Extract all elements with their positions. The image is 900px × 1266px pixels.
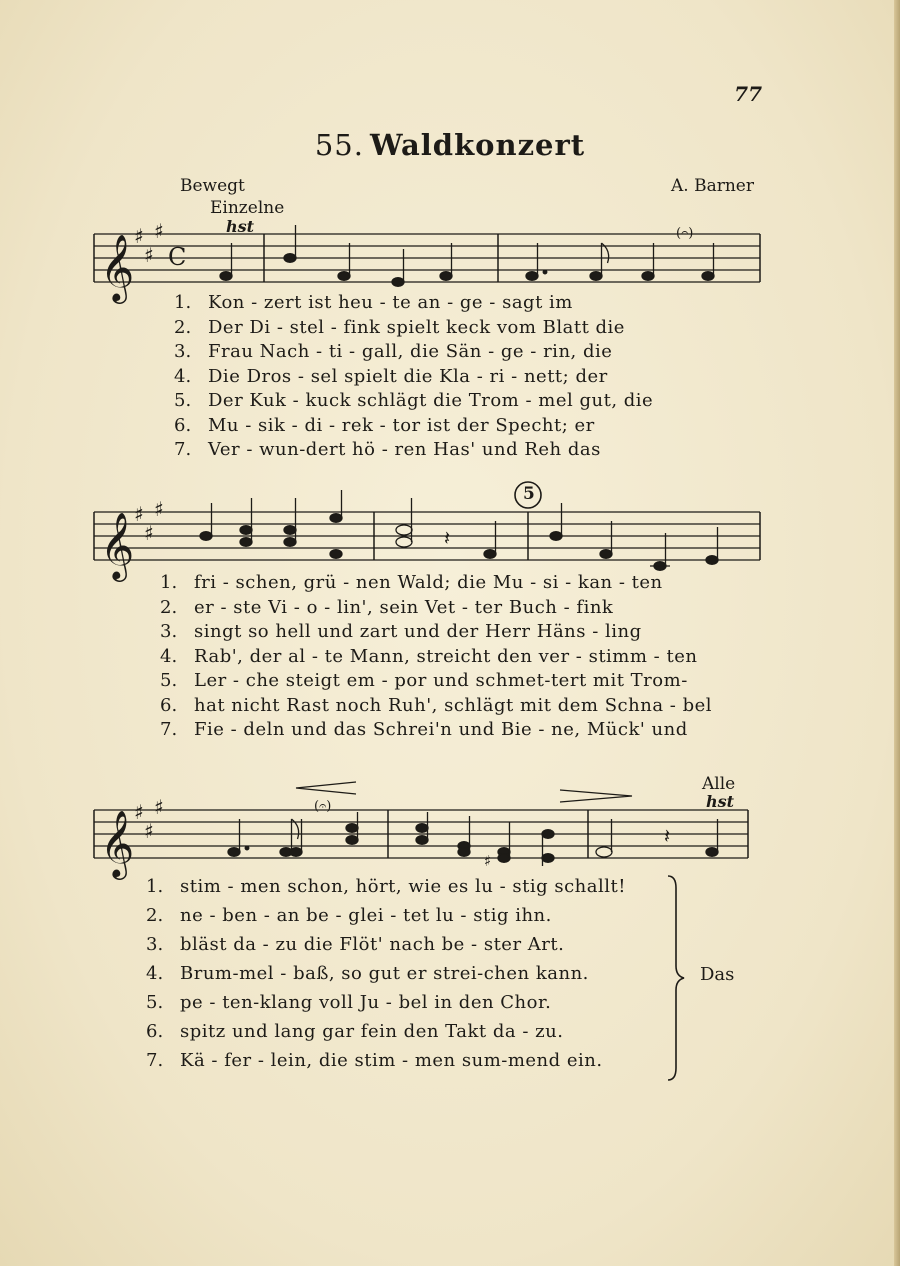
common-time-icon: C <box>168 243 187 271</box>
verse-line: 5. pe - ten-klang voll Ju - bel in den Chor. <box>146 992 552 1013</box>
svg-text:♯: ♯ <box>134 502 144 526</box>
svg-text:♯: ♯ <box>154 497 164 521</box>
verse-brace <box>668 876 684 1080</box>
notes-3 <box>228 812 718 870</box>
verse-line: 5. Der Kuk - kuck schlägt die Trom - mel gut, die <box>174 390 654 411</box>
svg-text:♯: ♯ <box>144 521 154 545</box>
verse-line: 4. Rab', der al - te Mann, streicht den ver - stimm - ten <box>160 645 698 667</box>
cue-hst-2: hst <box>706 792 735 811</box>
verse-line: 6. spitz und lang gar fein den Takt da - zu. <box>146 1021 564 1042</box>
verse-line: 2. er - ste Vi - o - lin', sein Vet - ter Buch - fink <box>160 596 614 618</box>
fermata-mark-1: (𝄐) <box>676 226 694 241</box>
cue-hst-1: hst <box>226 217 255 236</box>
svg-text:𝄞: 𝄞 <box>100 233 135 301</box>
svg-text:♯: ♯ <box>154 219 164 243</box>
verse-line: 3. singt so hell und zart und der Herr Häns - ling <box>160 621 642 642</box>
svg-text:♯: ♯ <box>134 800 144 824</box>
staff-lines-3 <box>94 810 748 858</box>
dynamics-hairpins <box>296 782 632 802</box>
fermata-mark-2: (𝄐) <box>314 799 332 814</box>
verse-line: 1. fri - schen, grü - nen Wald; die Mu - si - kan - ten <box>160 572 663 593</box>
svg-text:𝄽: 𝄽 <box>664 824 671 848</box>
svg-text:♯: ♯ <box>154 795 164 819</box>
svg-text:♯: ♯ <box>484 852 492 870</box>
svg-text:𝄞: 𝄞 <box>100 809 135 877</box>
verse-line: 1. Kon - zert ist heu - te an - ge - sagt im <box>174 292 573 313</box>
page-number: 77 <box>734 82 762 106</box>
verses-block-3 <box>146 876 626 1079</box>
verse-line: 3. bläst da - zu die Flöt' nach be - ster Art. <box>146 934 565 955</box>
verse-line: 7. Ver - wun-dert hö - ren Has' und Reh das <box>174 439 601 460</box>
verse-line: 6. Mu - sik - di - rek - tor ist der Specht; er <box>174 414 595 436</box>
svg-text:♯: ♯ <box>144 819 154 843</box>
verse-line: 7. Fie - deln und das Schrei'n und Bie - ne, Mück' und <box>160 719 688 740</box>
svg-text:𝄞: 𝄞 <box>100 511 135 579</box>
svg-text:♯: ♯ <box>144 243 154 267</box>
verse-line: 6. hat nicht Rast noch Ruh', schlägt mit dem Schna - bel <box>160 694 713 716</box>
refrain-lead-word: Das <box>700 964 735 985</box>
tempo-marking: Bewegt <box>180 176 245 196</box>
rehearsal-mark-5: 5 <box>523 484 535 504</box>
verse-line: 7. Kä - fer - lein, die stim - men sum-mend ein. <box>146 1050 603 1071</box>
verse-line: 5. Ler - che steigt em - por und schmet-tert mit Trom- <box>160 670 688 691</box>
svg-text:♯: ♯ <box>134 224 144 248</box>
verse-line: 2. Der Di - stel - fink spielt keck vom Blatt die <box>174 316 625 338</box>
verse-line: 4. Die Dros - sel spielt die Kla - ri - nett; der <box>174 365 608 387</box>
verse-line: 3. Frau Nach - ti - gall, die Sän - ge - rin, die <box>174 341 613 362</box>
verse-line: 4. Brum-mel - baß, so gut er strei-chen kann. <box>146 963 589 984</box>
composer: A. Barner <box>671 176 754 196</box>
cue-einzelne: Einzelne <box>210 198 285 218</box>
verse-line: 2. ne - ben - an be - glei - tet lu - stig ihn. <box>146 905 552 926</box>
treble-clef-icon <box>100 809 134 880</box>
verse-line: 1. stim - men schon, hört, wie es lu - stig schallt! <box>146 876 626 897</box>
key-signature-icon <box>134 795 164 843</box>
song-title-text: Waldkonzert <box>369 128 586 162</box>
svg-text:𝄽: 𝄽 <box>444 526 451 550</box>
song-number: 55. <box>314 128 364 162</box>
cue-alle: Alle <box>702 774 736 794</box>
